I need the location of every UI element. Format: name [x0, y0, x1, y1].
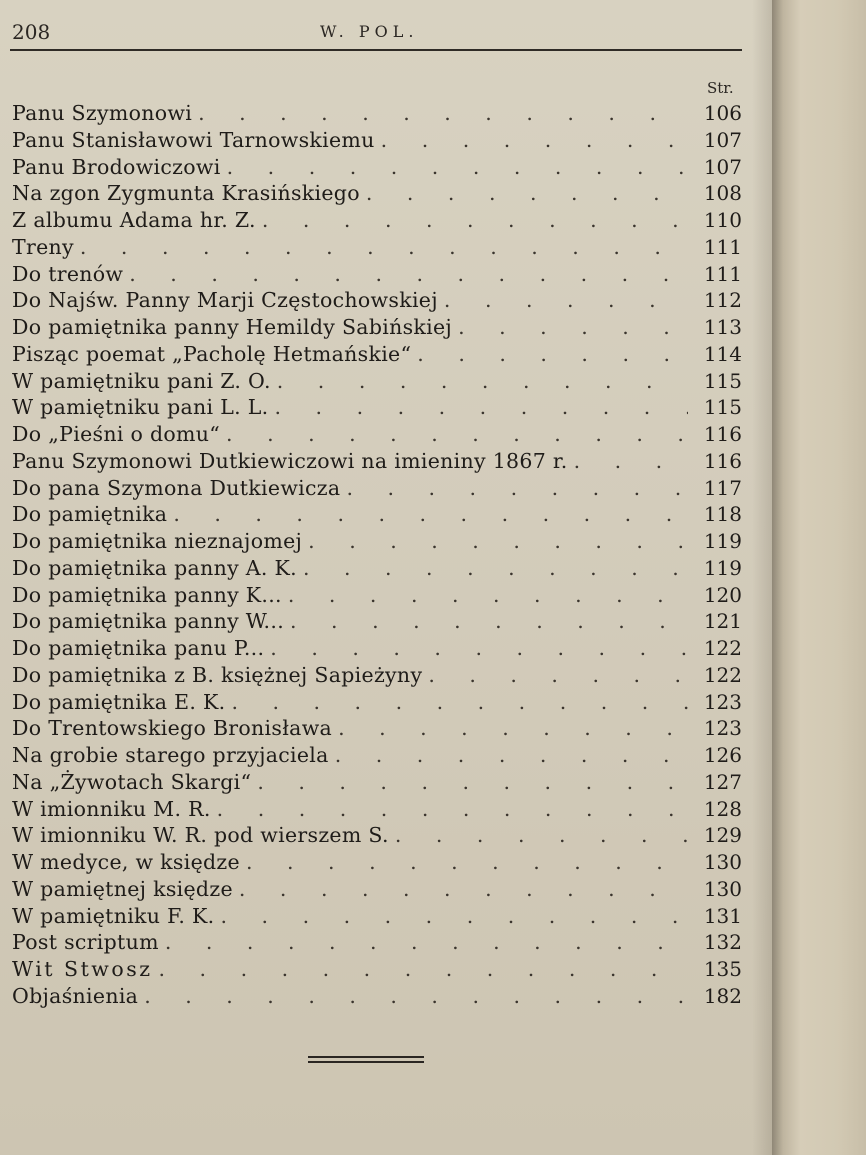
toc-entry	[12, 903, 742, 930]
toc-entry-title: Do pamiętnika panu P...	[12, 636, 265, 660]
toc-entry-title: Do pamiętnika	[12, 502, 168, 527]
toc-entry	[12, 582, 742, 609]
toc-leader-dots	[173, 501, 688, 528]
toc-entry-title: W medyce, w księdze	[12, 850, 240, 874]
toc-leader-dots	[159, 956, 688, 983]
running-head: W. POL.	[320, 22, 419, 41]
toc-entry-page: 119	[703, 555, 742, 580]
toc-entry	[12, 341, 742, 368]
toc-entry	[12, 635, 742, 662]
toc-entry-page: 116	[703, 448, 742, 473]
toc-entry	[12, 662, 742, 689]
toc-entry	[12, 314, 742, 341]
toc-entry	[12, 448, 742, 475]
toc-leader-dots	[270, 635, 688, 662]
toc-entry-title: Z albumu Adama hr. Z.	[12, 208, 256, 232]
toc-entry-page: 106	[703, 101, 742, 125]
toc-entry	[12, 742, 742, 769]
toc-leader-dots	[275, 394, 689, 421]
toc-leader-dots	[165, 929, 688, 956]
toc-entry-page: 122	[703, 636, 742, 660]
page-number: 208	[12, 20, 51, 44]
toc-entry	[12, 100, 742, 127]
toc-entry-page: 110	[703, 208, 742, 232]
toc-leader-dots	[346, 475, 688, 502]
toc-entry-title: Panu Stanisławowi Tarnowskiemu	[12, 127, 375, 152]
toc-entry-page: 131	[703, 903, 742, 928]
toc-entry-page: 111	[703, 234, 742, 259]
toc-entry	[12, 715, 742, 742]
toc-entry-page: 107	[703, 154, 742, 179]
toc-leader-dots	[217, 796, 688, 823]
toc-leader-dots	[144, 983, 688, 1010]
toc-entry-page: 107	[703, 127, 742, 152]
toc-entry-title: Do pamiętnika panny A. K.	[12, 555, 297, 580]
toc-entry-page: 118	[703, 502, 742, 527]
toc-entry	[12, 929, 742, 956]
toc-leader-dots	[290, 608, 688, 635]
toc-entry	[12, 528, 742, 555]
toc-entry-title: Na zgon Zygmunta Krasińskiego	[12, 181, 360, 206]
toc-entry-page: 129	[703, 823, 742, 848]
toc-entry	[12, 180, 742, 207]
toc-entry-page: 127	[703, 769, 742, 794]
toc-entry-page: 130	[703, 850, 742, 874]
toc-entry-page: 119	[703, 529, 742, 553]
toc-entry	[12, 769, 742, 796]
toc-entry-page: 182	[703, 983, 742, 1008]
toc-leader-dots	[303, 555, 688, 582]
toc-entry	[12, 608, 742, 635]
toc-entry-title: W pamiętniku pani Z. O.	[12, 368, 271, 393]
header-rule	[10, 49, 742, 51]
toc-leader-dots	[226, 421, 688, 448]
toc-leader-dots	[288, 582, 688, 609]
toc-entry-title: Do pamiętnika nieznajomej	[12, 529, 303, 553]
toc-leader-dots	[227, 154, 688, 181]
toc-entry	[12, 261, 742, 288]
toc-entry-page: 130	[703, 876, 742, 901]
toc-entry	[12, 876, 742, 903]
toc-entry-title: Do „Pieśni o domu“	[12, 422, 221, 446]
toc-leader-dots	[308, 528, 688, 555]
toc-entry-page: 108	[703, 181, 742, 206]
toc-entry-title: Do Trentowskiego Bronisława	[12, 716, 333, 741]
toc-leader-dots	[80, 234, 688, 261]
toc-entry-title: W imionniku M. R.	[12, 796, 211, 821]
toc-entry	[12, 849, 742, 876]
toc-leader-dots	[262, 207, 688, 234]
toc-entry-title: Do pamiętnika z B. księżnej Sapieżyny	[12, 662, 423, 687]
toc-entry-title: Post scriptum	[12, 930, 159, 955]
toc-entry-page: 113	[703, 315, 742, 339]
toc-leader-dots	[277, 368, 688, 395]
toc-entry-title: W pamiętniku F. K.	[12, 903, 215, 928]
toc-leader-dots	[574, 448, 688, 475]
toc-entry-title: Do trenów	[12, 261, 124, 286]
toc-entry	[12, 287, 742, 314]
toc-entry-page: 123	[703, 689, 742, 714]
toc-entry-title: Do pana Szymona Dutkiewicza	[12, 475, 341, 500]
toc-entry	[12, 796, 742, 823]
toc-entry	[12, 822, 742, 849]
toc-entry-title: Do pamiętnika panny Hemildy Sabińskiej	[12, 315, 453, 339]
next-page-edge	[772, 0, 866, 1155]
toc-entry-title: Do pamiętnika panny K...	[12, 582, 282, 607]
toc-entry-title: Pisząc poemat „Pacholę Hetmańskie“	[12, 341, 412, 366]
toc-entry	[12, 207, 742, 234]
toc-entry-title: Panu Brodowiczowi	[12, 154, 221, 179]
toc-entry	[12, 421, 742, 448]
toc-entry-title: Panu Szymonowi Dutkiewiczowi na imieniny 1867 r.	[12, 448, 568, 473]
toc-leader-dots	[221, 903, 689, 930]
toc-entry-title: Wit Stwosz	[12, 957, 153, 981]
toc-entry-page: 120	[703, 582, 742, 607]
toc-entry-page: 114	[703, 341, 742, 366]
toc-leader-dots	[417, 341, 688, 368]
toc-leader-dots	[338, 715, 688, 742]
toc-entry	[12, 475, 742, 502]
toc-entry-title: Do pamiętnika panny W...	[12, 609, 285, 634]
toc-entry-title: Na „Żywotach Skargi“	[12, 769, 252, 794]
toc-leader-dots	[239, 876, 688, 903]
toc-entry	[12, 127, 742, 154]
toc-leader-dots	[444, 287, 688, 314]
toc-entry-page: 122	[703, 662, 742, 687]
toc-entry-page: 112	[703, 288, 742, 313]
toc-entry-title: Do Najśw. Panny Marji Częstochowskiej	[12, 288, 438, 313]
toc-entry-title: W pamiętnej księdze	[12, 876, 233, 901]
toc-entry-title: Do pamiętnika E. K.	[12, 689, 226, 714]
table-of-contents	[12, 100, 742, 1010]
toc-leader-dots	[366, 180, 688, 207]
toc-entry-title: Objaśnienia	[12, 983, 139, 1008]
toc-entry	[12, 394, 742, 421]
toc-entry	[12, 983, 742, 1010]
toc-leader-dots	[129, 261, 688, 288]
toc-leader-dots	[381, 127, 688, 154]
page-column-label: Str.	[707, 79, 734, 97]
toc-entry	[12, 154, 742, 181]
toc-entry-page: 115	[703, 368, 742, 393]
toc-entry-page: 132	[703, 930, 742, 955]
toc-entry-page: 115	[703, 395, 742, 420]
toc-entry	[12, 689, 742, 716]
toc-entry-title: W pamiętniku pani L. L.	[12, 395, 269, 420]
toc-leader-dots	[335, 742, 688, 769]
toc-leader-dots	[458, 314, 688, 341]
end-double-rule	[308, 1056, 424, 1063]
toc-entry	[12, 956, 742, 983]
toc-entry-page: 121	[703, 609, 742, 634]
toc-leader-dots	[198, 100, 688, 127]
toc-entry-page: 116	[703, 422, 742, 446]
toc-entry-title: Na grobie starego przyjaciela	[12, 743, 329, 767]
toc-leader-dots	[246, 849, 688, 876]
toc-leader-dots	[257, 769, 688, 796]
toc-entry-title: W imionniku W. R. pod wierszem S.	[12, 823, 389, 848]
toc-leader-dots	[395, 822, 688, 849]
toc-entry-title: Treny	[12, 234, 74, 259]
toc-leader-dots	[428, 662, 688, 689]
toc-entry-page: 126	[703, 743, 742, 767]
toc-entry	[12, 368, 742, 395]
toc-entry-page: 123	[703, 716, 742, 741]
toc-entry-title: Panu Szymonowi	[12, 101, 193, 125]
toc-entry	[12, 555, 742, 582]
toc-entry-page: 111	[703, 261, 742, 286]
toc-leader-dots	[231, 689, 688, 716]
toc-entry-page: 117	[703, 475, 742, 500]
toc-entry	[12, 234, 742, 261]
toc-entry-page: 135	[703, 957, 742, 981]
toc-entry-page: 128	[703, 796, 742, 821]
toc-entry	[12, 501, 742, 528]
